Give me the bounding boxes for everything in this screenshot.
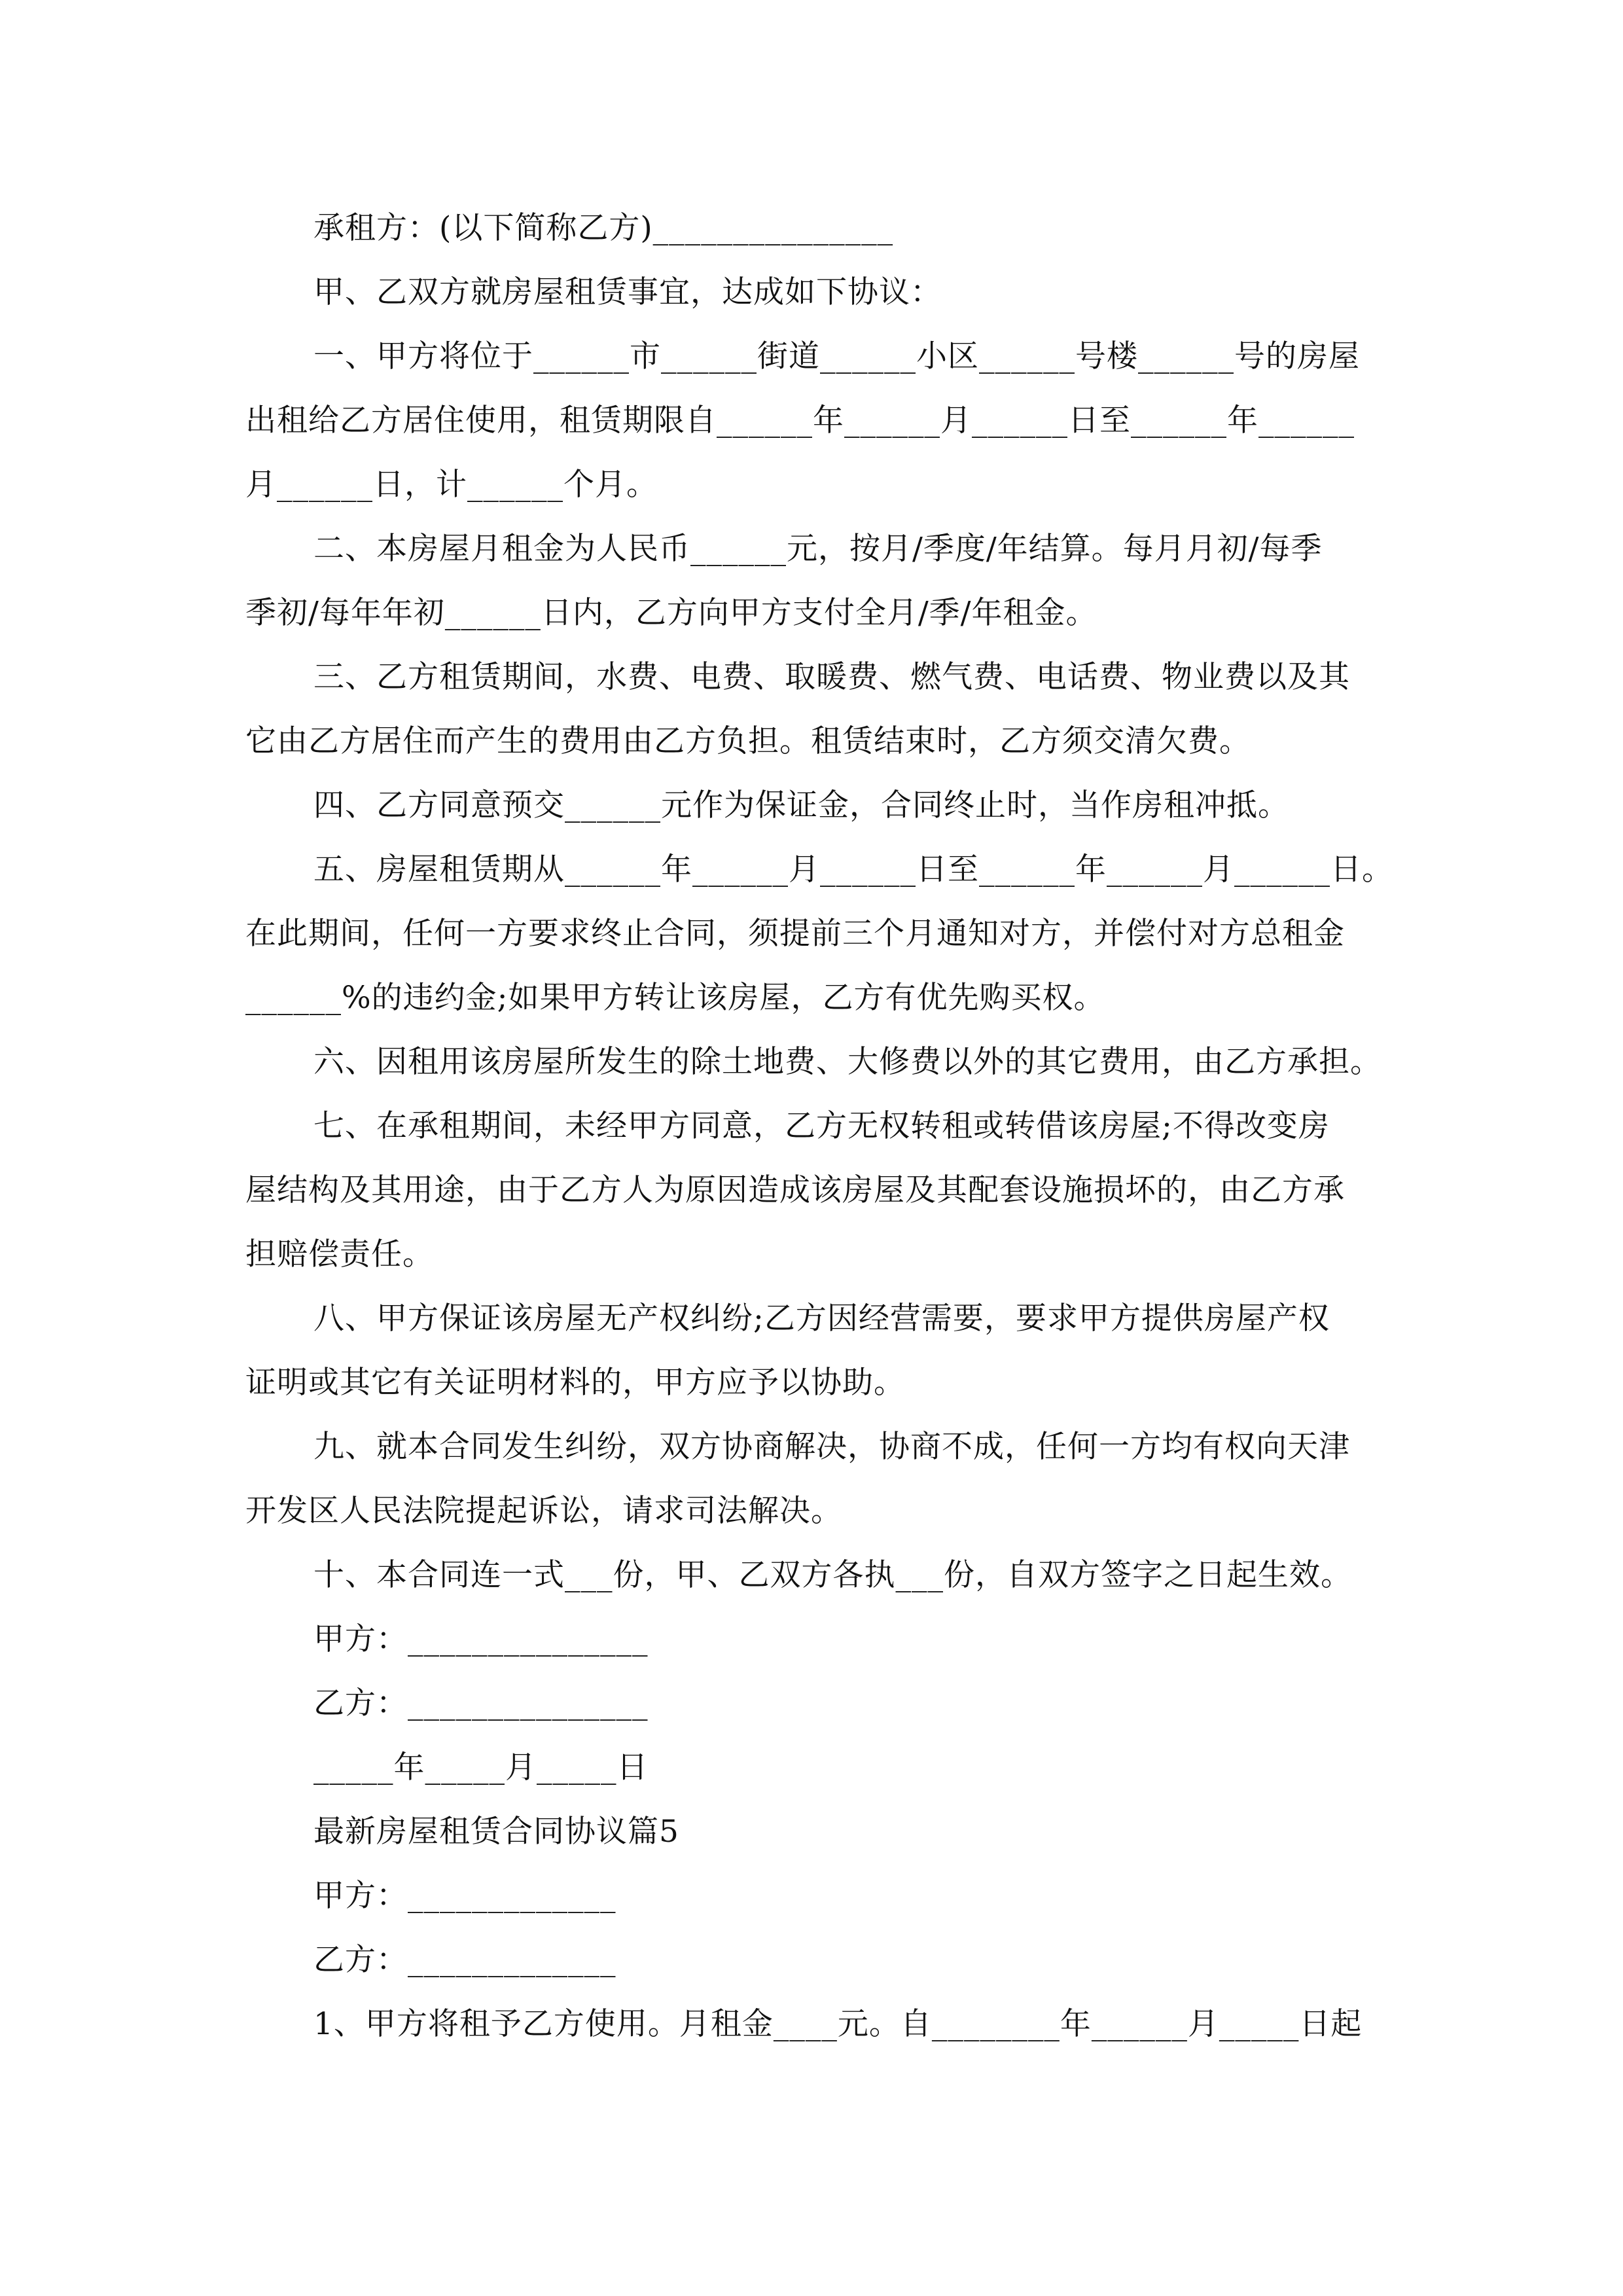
clause-1-line-3: 月______日，计______个月。	[245, 467, 658, 503]
clause-5-line-2: 在此期间，任何一方要求终止合同，须提前三个月通知对方，并偿付对方总租金	[245, 916, 1345, 952]
party-a-line: 甲方：_____________	[313, 1878, 616, 1914]
clause-8-line-2: 证明或其它有关证明材料的，甲方应予以协助。	[245, 1365, 905, 1401]
clause-7-line-1: 七、在承租期间，未经甲方同意，乙方无权转租或转借该房屋;不得改变房	[313, 1108, 1330, 1144]
clause-5-line-3: ______%的违约金;如果甲方转让该房屋，乙方有优先购买权。	[245, 980, 1105, 1016]
clause-9-line-1: 九、就本合同发生纠纷，双方协商解决，协商不成，任何一方均有权向天津	[313, 1429, 1350, 1465]
clause-1-line-1: 一、甲方将位于______市______街道______小区______号楼______号的房屋	[313, 338, 1360, 374]
clause-3-line-2: 它由乙方居住而产生的费用由乙方负担。租赁结束时，乙方须交清欠费。	[245, 723, 1251, 759]
party-b-signature: 乙方：_______________	[313, 1685, 649, 1721]
clause-5-line-1: 五、房屋租赁期从______年______月______日至______年______月______日。	[313, 852, 1393, 888]
section-title: 最新房屋租赁合同协议篇5	[313, 1814, 679, 1850]
clause-6-line-1: 六、因租用该房屋所发生的除土地费、大修费以外的其它费用，由乙方承担。	[313, 1044, 1382, 1080]
clause-3-line-1: 三、乙方租赁期间，水费、电费、取暖费、燃气费、电话费、物业费以及其	[313, 659, 1350, 695]
clause-10-line-1: 十、本合同连一式___份，甲、乙双方各执___份，自双方签字之日起生效。	[313, 1557, 1352, 1593]
clause-2-line-1: 二、本房屋月租金为人民币______元，按月/季度/年结算。每月月初/每季	[313, 531, 1323, 567]
clause-7-line-2: 屋结构及其用途，由于乙方人为原因造成该房屋及其配套设施损坏的，由乙方承	[245, 1172, 1345, 1208]
lessee-line: 承租方：(以下简称乙方)_______________	[313, 210, 894, 246]
agreement-intro: 甲、乙双方就房屋租赁事宜，达成如下协议：	[313, 274, 942, 310]
clause-8-line-1: 八、甲方保证该房屋无产权纠纷;乙方因经营需要，要求甲方提供房屋产权	[313, 1300, 1330, 1336]
signature-date: _____年_____月_____日	[313, 1749, 649, 1785]
clause-2-line-2: 季初/每年年初______日内，乙方向甲方支付全月/季/年租金。	[245, 595, 1097, 631]
clause-7-line-3: 担赔偿责任。	[245, 1236, 434, 1272]
clause-1-line-2: 出租给乙方居住使用，租赁期限自______年______月______日至______年______	[245, 403, 1355, 439]
clause-4-line-1: 四、乙方同意预交______元作为保证金，合同终止时，当作房租冲抵。	[313, 787, 1289, 823]
party-b-line: 乙方：_____________	[313, 1942, 616, 1978]
party-a-signature: 甲方：_______________	[313, 1621, 649, 1657]
item-1-line-1: 1、甲方将租予乙方使用。月租金____元。自________年______月_____日起	[313, 2006, 1363, 2042]
clause-9-line-2: 开发区人民法院提起诉讼，请求司法解决。	[245, 1493, 842, 1529]
contract-text	[245, 196, 1393, 2056]
